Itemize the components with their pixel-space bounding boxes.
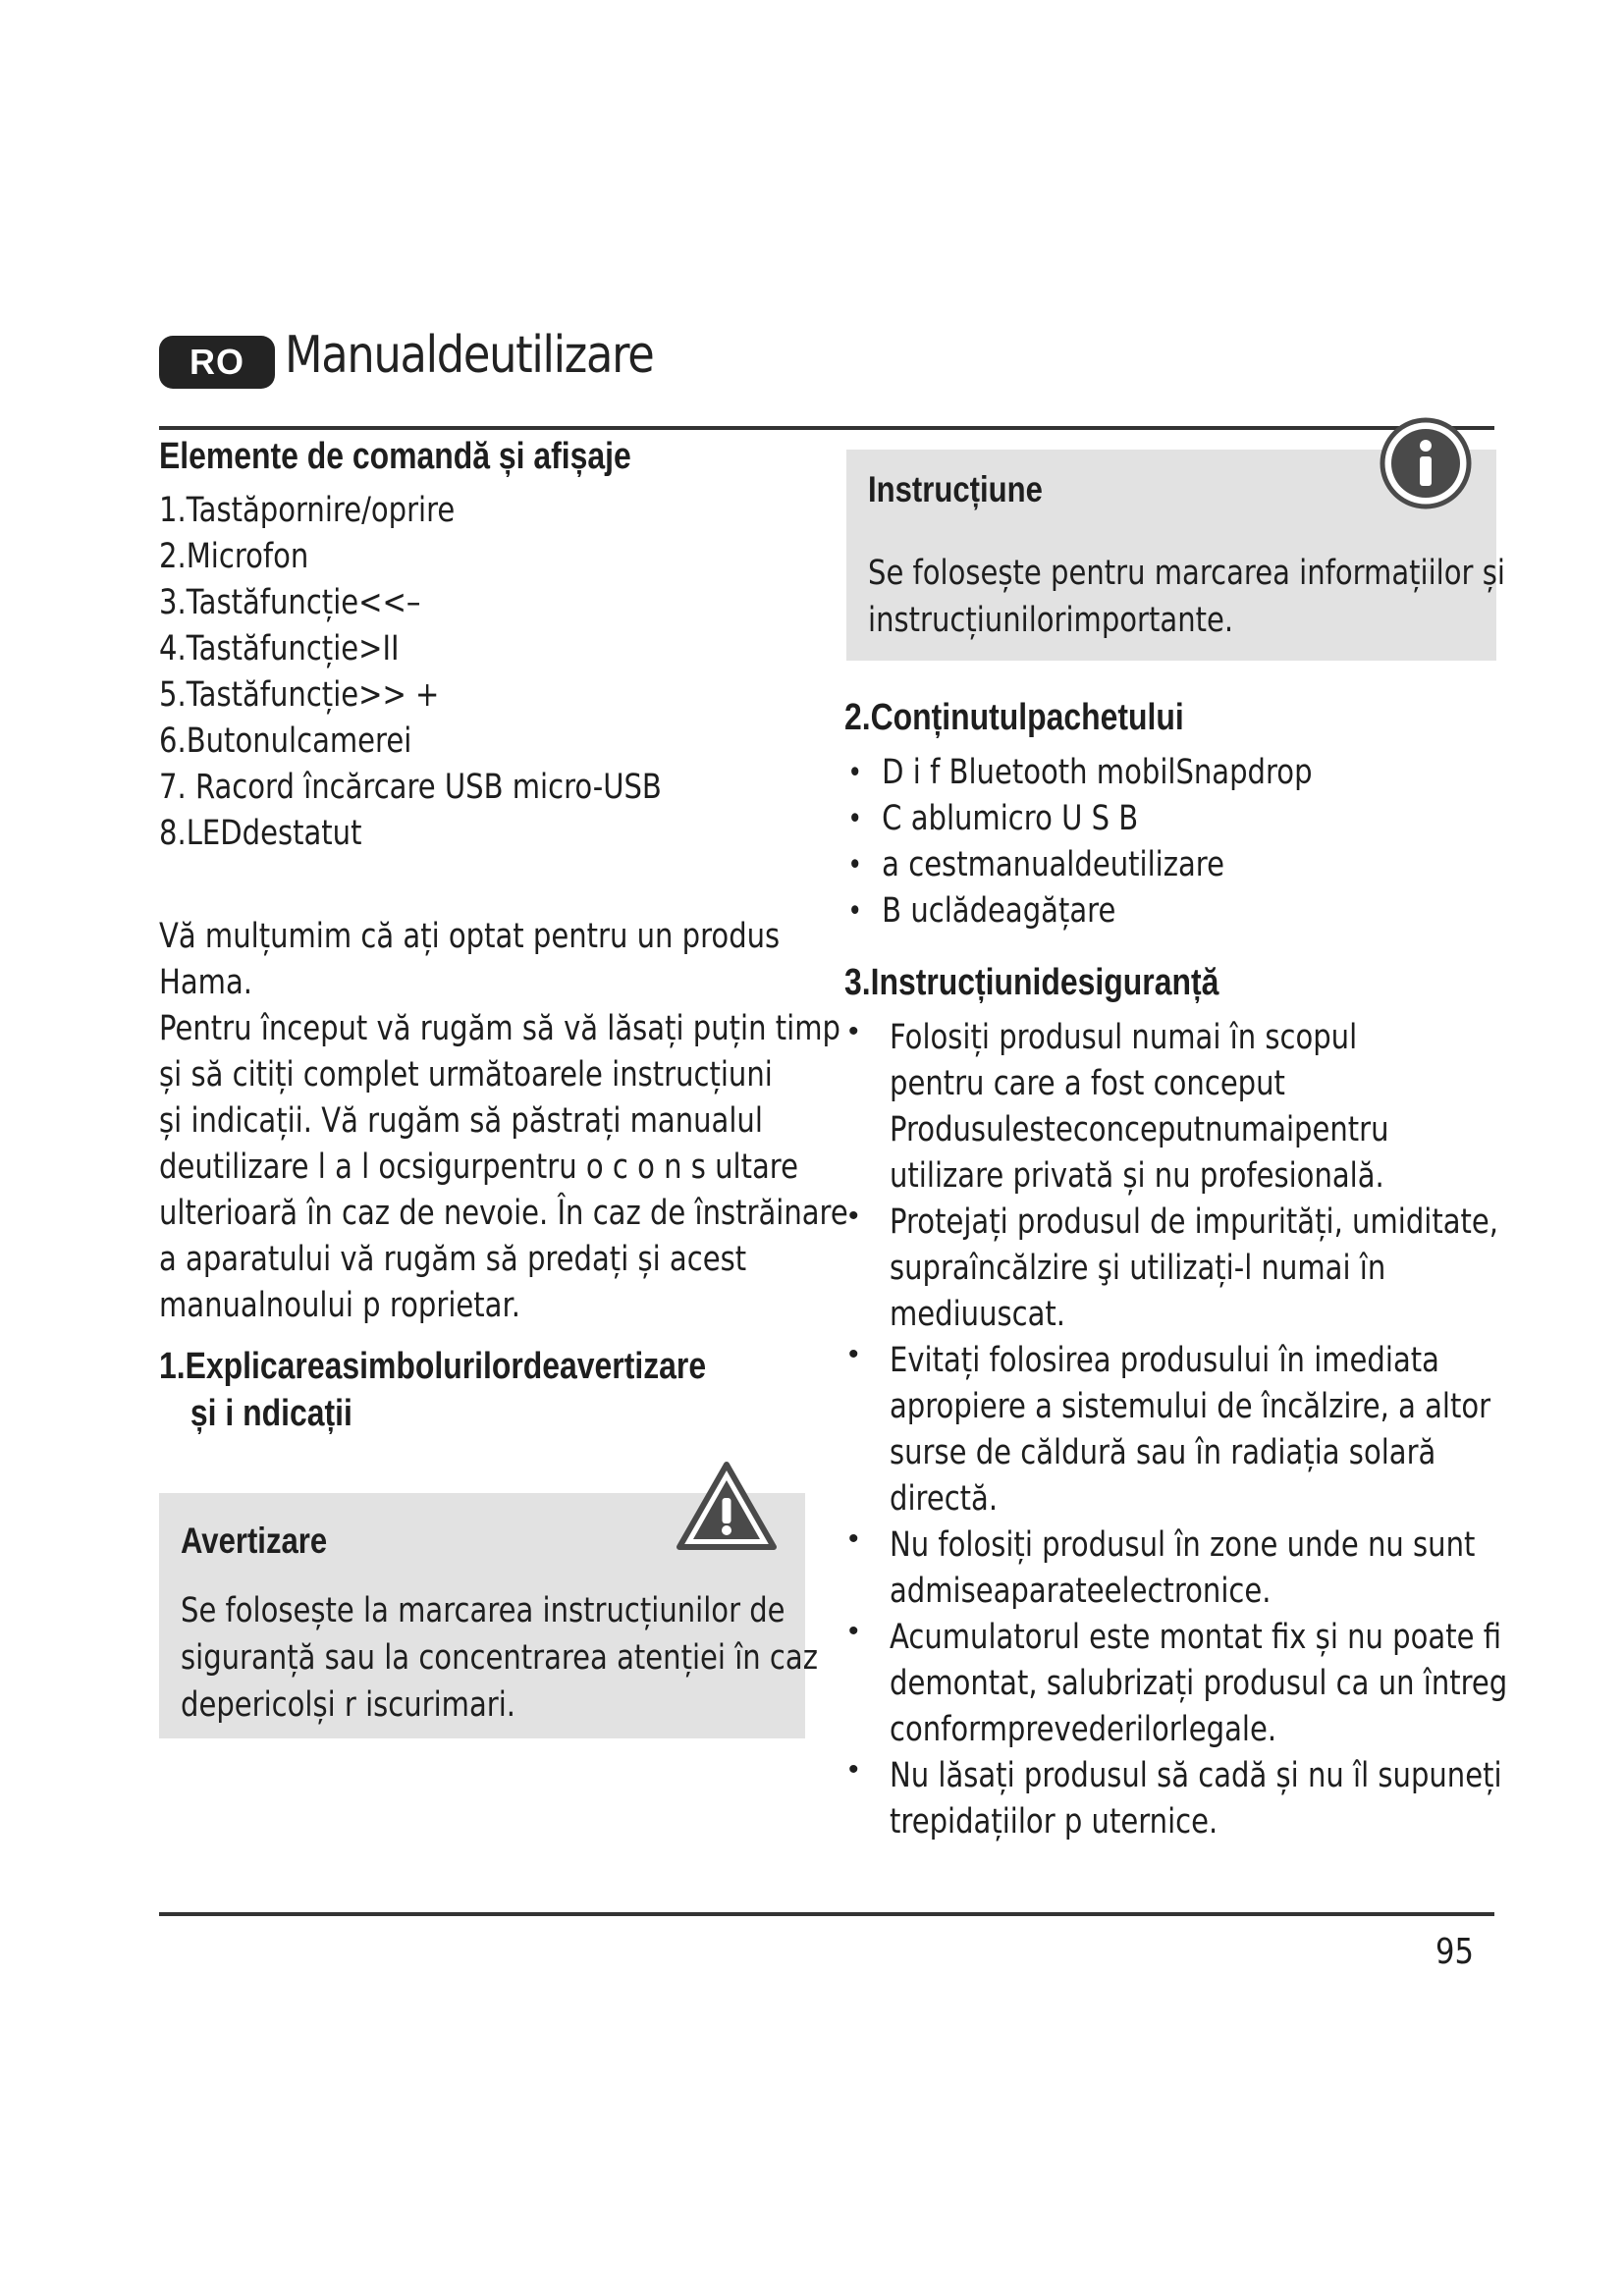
safety-line: directă. (890, 1479, 999, 1519)
language-badge: RO (159, 336, 275, 389)
safety-line: supraîncălzire şi utilizați-l numai în (890, 1249, 1386, 1288)
warning-triangle-icon (676, 1461, 778, 1553)
control-item: 1.Tastăpornire/oprire (159, 491, 456, 530)
page-title: Manualdeutilizare (285, 326, 654, 385)
safety-item (844, 1200, 1624, 1338)
intro-line: și să citiți complet următoarele instrucțiuni (159, 1055, 773, 1095)
section1-heading (159, 1343, 807, 1437)
package-item: • D i f Bluetooth mobilSnapdrop (844, 750, 1313, 796)
section2-heading: 2.Conținutulpachetului (844, 697, 1184, 738)
info-icon (1379, 416, 1473, 510)
intro-line: Pentru început vă rugăm să vă lăsați puțin timp (159, 1009, 840, 1048)
intro-line: manualnoului p roprietar. (159, 1286, 520, 1325)
control-item: 8.LEDdestatut (159, 814, 362, 853)
control-item: 4.Tastăfuncție>II (159, 629, 400, 668)
safety-line: mediuuscat. (890, 1295, 1066, 1334)
safety-item (844, 1015, 1624, 1200)
safety-line: • Nu folosiți produsul în zone unde nu sunt (890, 1525, 1476, 1565)
warning-line: Se folosește la marcarea instrucțiunilor de (181, 1591, 785, 1630)
safety-item (844, 1615, 1624, 1753)
info-line: Se folosește pentru marcarea informațiilor și (868, 554, 1505, 593)
page-number: 95 (1435, 1932, 1474, 1972)
info-text (868, 550, 1505, 644)
safety-list (844, 1015, 1624, 1845)
intro-paragraph (159, 914, 848, 1329)
intro-line: Vă mulțumim că ați optat pentru un produs (159, 917, 781, 956)
safety-line: surse de căldură sau în radiația solară (890, 1433, 1436, 1472)
package-item: • a cestmanualdeutilizare (844, 842, 1313, 888)
warning-line: depericolși r iscurimari. (181, 1685, 516, 1725)
control-item: 2.Microfon (159, 537, 309, 576)
control-item: 7. Racord încărcare USB micro-USB (159, 768, 662, 807)
intro-line: a aparatului vă rugăm să predați și acest (159, 1240, 747, 1279)
control-item: 6.Butonulcamerei (159, 721, 412, 761)
safety-line: • Acumulatorul este montat fix și nu poate fi (890, 1618, 1501, 1657)
safety-line: • Nu lăsați produsul să cadă și nu îl supuneți (890, 1756, 1502, 1795)
control-item: 3.Tastăfuncție<<– (159, 583, 421, 622)
package-item: • B uclădeagățare (844, 888, 1313, 934)
warning-title: Avertizare (181, 1521, 328, 1561)
info-title: Instrucțiune (868, 469, 1043, 509)
section3-heading: 3.Instrucțiunidesiguranță (844, 962, 1219, 1003)
safety-line: Produsulesteconceputnumaipentru (890, 1110, 1389, 1149)
safety-line: utilizare privată și nu profesională. (890, 1156, 1384, 1196)
safety-line: demontat, salubrizați produsul ca un întreg (890, 1664, 1508, 1703)
safety-line: • Protejați produsul de impurități, umiditate, (890, 1202, 1499, 1242)
safety-line: pentru care a fost conceput (890, 1064, 1285, 1103)
safety-line: admiseaparateelectronice. (890, 1572, 1272, 1611)
bottom-divider (159, 1912, 1494, 1916)
controls-list (159, 488, 807, 857)
info-line: instrucțiunilorimportante. (868, 601, 1234, 640)
intro-line: ulterioară în caz de nevoie. În caz de înstrăinare (159, 1194, 848, 1233)
warning-text (181, 1587, 818, 1729)
warning-line: siguranță sau la concentrarea atenției în caz (181, 1638, 818, 1678)
safety-line: trepidațiilor p uternice. (890, 1802, 1218, 1842)
safety-line: • Evitați folosirea produsului în imediata (890, 1341, 1439, 1380)
intro-line: Hama. (159, 963, 252, 1002)
controls-heading: Elemente de comandă și afișaje (159, 436, 631, 477)
section1-heading-line: 1.Explicareasimbolurilordeavertizare (159, 1346, 707, 1387)
safety-line: • Folosiți produsul numai în scopul (890, 1018, 1358, 1057)
safety-line: apropiere a sistemului de încălzire, a altor (890, 1387, 1491, 1426)
safety-line: conformprevederilorlegale. (890, 1710, 1277, 1749)
section1-heading-line: și i ndicații (189, 1393, 352, 1434)
intro-line: deutilizare l a l ocsigurpentru o c o n s ultare (159, 1148, 798, 1187)
package-contents-list (844, 750, 1408, 934)
package-item: • C ablumicro U S B (844, 796, 1313, 842)
safety-item (844, 1753, 1624, 1845)
control-item: 5.Tastăfuncție>> + (159, 675, 440, 715)
safety-item (844, 1522, 1624, 1615)
intro-line: și indicații. Vă rugăm să păstrați manualul (159, 1101, 763, 1141)
left-column (159, 436, 848, 1437)
safety-item (844, 1338, 1624, 1522)
top-divider (159, 426, 1494, 430)
